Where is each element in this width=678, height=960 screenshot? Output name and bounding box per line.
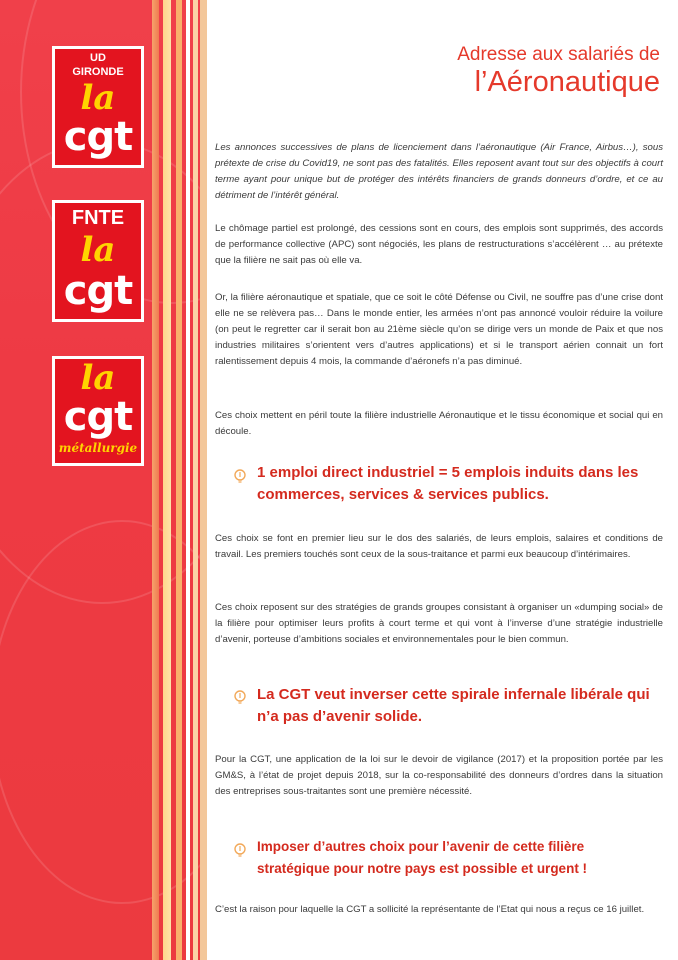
lightbulb-icon: [233, 843, 247, 859]
paragraph: Pour la CGT, une application de la loi sur le devoir de vigilance (2017) et la proposition portée par les GM&S, à l’état de projet depuis 2018, sur la co-responsabilité des donneurs d’ordres dans la situation des entreprises sous-traitantes sont une première nécessité.: [215, 754, 663, 797]
paragraph: Ces choix reposent sur des stratégies de grands groupes consistant à organiser un «dumping social» de la filière pour optimiser leurs profits à court terme et qui vont à l’inverse d’une stratégie industrielle d’avenir, porteuse d’ambitions sociales et environnementales pour le bien commun.: [215, 602, 663, 645]
title-line-2: l’Aéronautique: [474, 66, 660, 98]
decorative-stripe: [193, 0, 198, 960]
paragraph-closing: C’est la raison pour laquelle la CGT a sollicité la représentante de l’Etat qui nous a reçus ce 16 juillet.: [215, 904, 645, 915]
logo-metal-label: métallurgie: [58, 441, 138, 455]
logo-fnte-cgt: cgt: [63, 268, 133, 314]
cgt-fnte-logo: [52, 200, 144, 322]
callout-choices: Imposer d’autres choix pour l’avenir de cette filière stratégique pour notre pays est possible et urgent !: [257, 839, 588, 876]
paragraph-intro: Les annonces successives de plans de licenciement dans l’aéronautique (Air France, Airbus…), sous prétexte de crise du Covid19, ne sont pas des fatalités. Elles reposent avant tout sur des objectifs à court terme ayant pour unique but de protéger des intérêts financiers de grands donneurs d’ordre, et ce au détriment de l’intérêt général.: [215, 142, 663, 201]
main-content: [207, 0, 678, 960]
title-line-1: Adresse aux salariés de: [457, 44, 660, 65]
logo-ud-line1: UD: [90, 52, 106, 64]
paragraph: Ces choix mettent en péril toute la filière industrielle Aéronautique et le tissu économique et social qui en découle.: [215, 410, 663, 437]
left-decorative-band: [0, 0, 207, 960]
callout-spiral: La CGT veut inverser cette spirale infernale libérale qui n’a pas d’avenir solide.: [257, 686, 650, 725]
decorative-stripe: [200, 0, 207, 960]
cgt-ud-gironde-logo: [52, 46, 144, 168]
logo-ud-la: la: [80, 78, 116, 118]
paragraph: Le chômage partiel est prolongé, des cessions sont en cours, des emplois sont supprimés, des accords de performance collective (APC) sont négociés, les plans de restructurations s’accélèrent … au prétexte que la filière ne sait pas où elle va.: [215, 223, 663, 266]
lightbulb-icon: [233, 690, 247, 706]
decorative-stripe: [176, 0, 182, 960]
logo-fnte-label: FNTE: [71, 207, 125, 229]
logo-metal-la: la: [80, 358, 116, 398]
decorative-stripe: [163, 0, 171, 960]
paragraph: Or, la filière aéronautique et spatiale, que ce soit le côté Défense ou Civil, ne souffre pas d’une crise dont elle ne se relèvera pas… Dans le monde entier, les armées n’ont pas annoncé vouloir réduire la voilure (on peut le regretter car il serait bon au 21ème siècle qu’on se dirige vers un monde de Paix et que nos industries militaires s’orientent vers d’autres applications) et si le transport aérien connait un fort ralentissement depuis 4 mois, la commande d’aéronefs n’a pas diminué.: [215, 292, 663, 367]
logo-metal-cgt: cgt: [63, 394, 133, 440]
paragraph: Ces choix se font en premier lieu sur le dos des salariés, de leurs emplois, salaires et conditions de travail. Les premiers touchés sont ceux de la sous-traitance et parmi eux beaucoup d’intérimaires.: [215, 533, 663, 560]
logo-ud-line2: GIRONDE: [72, 66, 124, 78]
cgt-metallurgie-logo: [52, 356, 144, 466]
decorative-stripe: [186, 0, 190, 960]
logo-fnte-la: la: [80, 230, 116, 270]
callout-jobs: 1 emploi direct industriel = 5 emplois induits dans les commerces, services & services publics.: [257, 464, 639, 503]
decorative-stripe: [152, 0, 159, 960]
logo-ud-cgt: cgt: [63, 114, 133, 160]
lightbulb-icon: [233, 469, 247, 485]
